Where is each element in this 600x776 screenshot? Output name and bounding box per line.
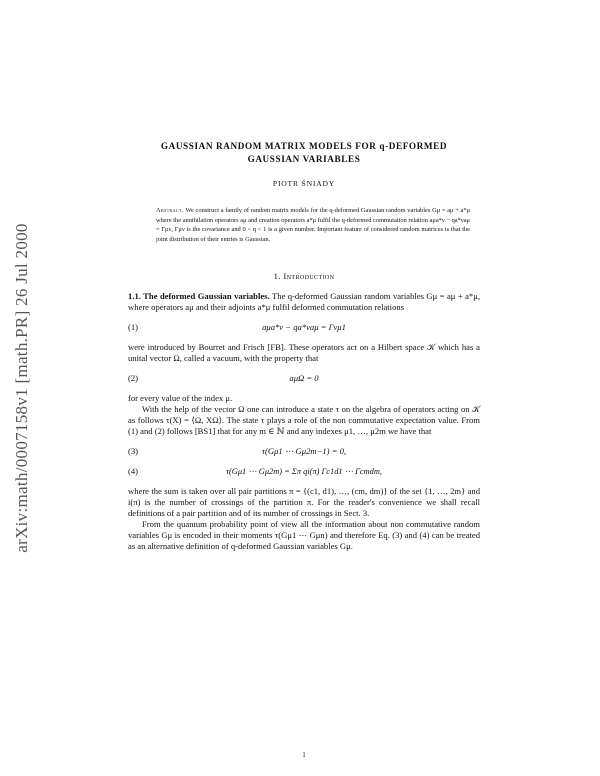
abstract-label: Abstract. [156,207,184,214]
paper-page [128,140,480,759]
equation-3 [128,446,480,457]
equation-3-number: (3) [128,446,139,456]
arxiv-identifier: arXiv:math/0007158v1 [math.PR] 26 Jul 2000 [12,223,31,553]
abstract [156,206,470,244]
author: PIOTR ŚNIADY [272,179,336,188]
paragraph-4: With the help of the vector Ω one can introduce a state τ on the algebra of operators acting on 𝒦 as follows τ(X) = ⟨Ω, XΩ⟩. The state τ plays a role of the non commutative expectation value. From (1) and (2) follows [BS1] that for any m ∈ ℕ and any indexes μ1, …, μ2m we have that [128,404,480,436]
equation-1-body: aμa*ν − qa*νaμ = Γνμ1 [262,322,346,332]
equation-4-body: τ(Gμ1 ⋯ Gμ2m) = Σπ qi(π) Γc1d1 ⋯ Γcmdm, [225,467,383,476]
paragraph-5: where the sum is taken over all pair partitions π = {(c1, d1), …, (cm, dm)} of the set {1, …, 2m} and i(π) is the number of crossings of the partition π. For the reader's convenience we shall recall definitions of a pair partition and of its number of crossings in Sect. 3. [128,486,480,518]
page-number: 1 [302,751,306,759]
title-line-1: GAUSSIAN RANDOM MATRIX MODELS FOR q-DEFORMED [160,141,448,151]
equation-2-body: aμΩ = 0 [289,373,319,383]
equation-1 [128,322,480,333]
section-heading: 1. Introduction [273,271,335,281]
subsection-heading: 1.1. The deformed Gaussian variables. [128,291,270,301]
paragraph-6: From the quantum probability point of view all the information about non commutative random variables Gμ is encoded in their moments τ(Gμ1 ⋯ Gμn) and therefore Eq. (3) and (4) can be treated as an alternative definition of q-deformed Gaussian variables Gμ. [128,519,480,551]
equation-4-number: (4) [128,466,139,476]
title-line-2: GAUSSIAN VARIABLES [247,154,361,164]
paragraph-1-text: The q-deformed Gaussian random variables Gμ = aμ + a*μ, where operators aμ and their adjoints a*μ fulfil deformed commutation relations [128,291,480,312]
abstract-text: We construct a family of random matrix models for the q-deformed Gaussian random variables Gμ = aμ + a*μ where the annihilation operators aμ and creation operators a*μ fulfil the q-deformed commutation relation aμa*ν − qa*νaμ = Γμν, Γμν is the covariance and 0 < q < 1 is a given number. Important feature of considered random matrices is that the joint distribution of their entries is Gaussian. [156,207,470,243]
equation-2-number: (2) [128,373,139,383]
equation-4 [128,466,480,477]
equation-1-number: (1) [128,322,139,332]
paragraph-2: were introduced by Bourret and Frisch [FB]. These operators act on a Hilbert space 𝒦 which has a unital vector Ω, called a vacuum, with the property that [128,342,480,363]
paragraph-1 [128,291,480,313]
paper-title [128,140,480,166]
paragraph-3: for every value of the index μ. [128,393,233,403]
equation-2 [128,373,480,384]
equation-3-body: τ(Gμ1 ⋯ Gμ2m−1) = 0, [261,446,347,456]
